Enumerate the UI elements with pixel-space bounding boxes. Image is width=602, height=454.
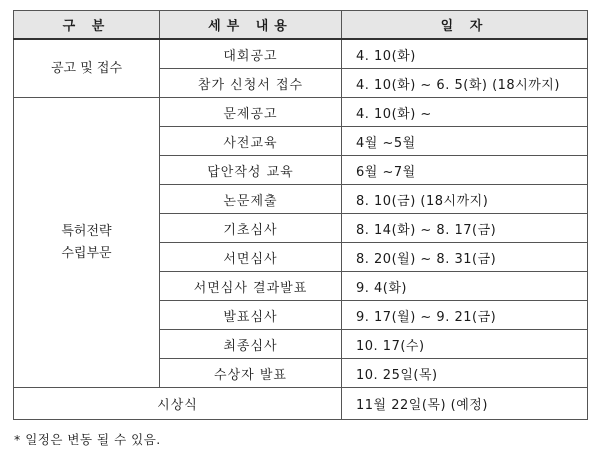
row-item: 수상자 발표 <box>160 359 342 388</box>
category-line-1: 특허전략 <box>61 223 112 239</box>
row-date: 4. 10(화) ~ <box>342 98 588 127</box>
category-patent-strategy <box>14 98 160 388</box>
row-date: 4. 10(화) <box>342 39 588 69</box>
row-date: 10. 25일(목) <box>342 359 588 388</box>
footnote: * 일정은 변동 될 수 있음. <box>14 432 161 447</box>
row-date: 9. 17(월) ~ 9. 21(금) <box>342 301 588 330</box>
table-row <box>14 39 588 69</box>
header-date: 일 자 <box>342 11 588 40</box>
row-item: 서면심사 결과발표 <box>160 272 342 301</box>
row-date: 8. 14(화) ~ 8. 17(금) <box>342 214 588 243</box>
row-item: 답안작성 교육 <box>160 156 342 185</box>
header-detail: 세부 내용 <box>160 11 342 40</box>
row-date: 10. 17(수) <box>342 330 588 359</box>
row-date: 8. 20(월) ~ 8. 31(금) <box>342 243 588 272</box>
row-item: 논문제출 <box>160 185 342 214</box>
row-date: 4. 10(화) ~ 6. 5(화) (18시까지) <box>342 69 588 98</box>
row-item: 대회공고 <box>160 39 342 69</box>
award-ceremony-date: 11월 22일(목) (예정) <box>342 388 588 420</box>
row-item: 최종심사 <box>160 330 342 359</box>
row-item: 사전교육 <box>160 127 342 156</box>
row-item: 발표심사 <box>160 301 342 330</box>
schedule-table <box>13 10 588 420</box>
award-ceremony-label: 시상식 <box>14 388 342 420</box>
table-row-award-ceremony <box>14 388 588 420</box>
row-item: 참가 신청서 접수 <box>160 69 342 98</box>
row-date: 6월 ~7월 <box>342 156 588 185</box>
row-date: 9. 4(화) <box>342 272 588 301</box>
row-date: 8. 10(금) (18시까지) <box>342 185 588 214</box>
table-header-row <box>14 11 588 40</box>
header-category: 구 분 <box>14 11 160 40</box>
category-announcement: 공고 및 접수 <box>14 39 160 98</box>
row-item: 기초심사 <box>160 214 342 243</box>
category-line-2: 수립부문 <box>61 245 112 261</box>
row-item: 문제공고 <box>160 98 342 127</box>
row-date: 4월 ~5월 <box>342 127 588 156</box>
row-item: 서면심사 <box>160 243 342 272</box>
table-row <box>14 98 588 127</box>
